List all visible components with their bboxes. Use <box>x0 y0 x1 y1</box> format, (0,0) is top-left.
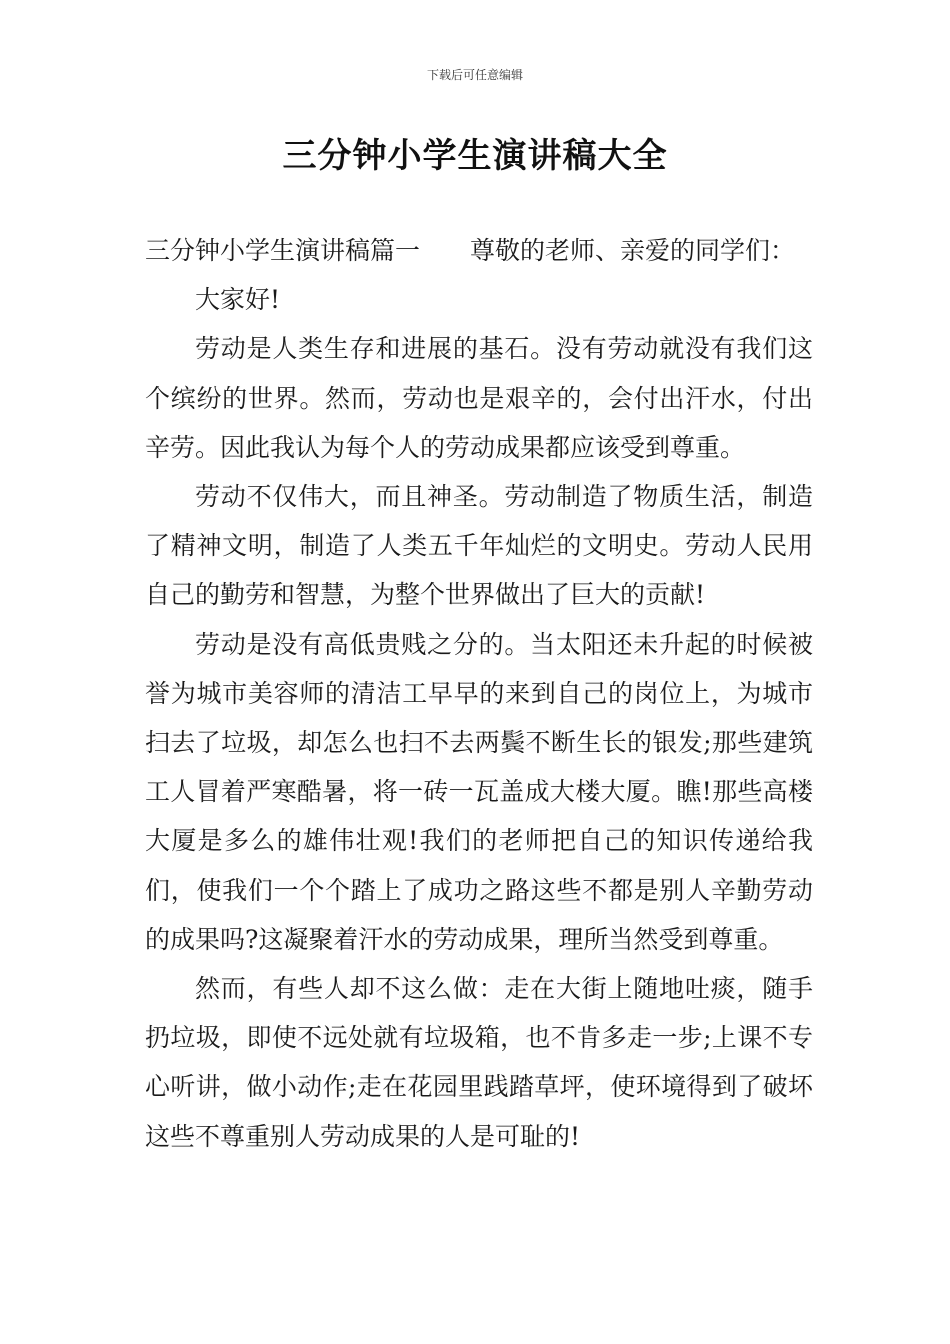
paragraph-3: 劳动是没有高低贵贱之分的。当太阳还未升起的时候被誉为城市美容师的清洁工早早的来到自己的岗位上，为城市扫去了垃圾，却怎么也扫不去两鬓不断生长的银发;那些建筑工人冒着严寒酷暑，将一砖一瓦盖成大楼大厦。瞧!那些高楼大厦是多么的雄伟壮观!我们的老师把自己的知识传递给我们，使我们一个个踏上了成功之路这些不都是别人辛勤劳动的成果吗?这凝聚着汗水的劳动成果，理所当然受到尊重。 <box>145 629 813 954</box>
paragraph-2: 劳动不仅伟大，而且神圣。劳动制造了物质生活，制造了精神文明，制造了人类五千年灿烂的文明史。劳动人民用自己的勤劳和智慧，为整个世界做出了巨大的贡献! <box>145 482 813 610</box>
document-title: 三分钟小学生演讲稿大全 <box>282 136 668 176</box>
header-note: 下载后可任意编辑 <box>426 68 523 82</box>
paragraph-1: 劳动是人类生存和进展的基石。没有劳动就没有我们这个缤纷的世界。然而，劳动也是艰辛的，会付出汗水，付出辛劳。因此我认为每个人的劳动成果都应该受到尊重。 <box>145 334 813 462</box>
opening-line <box>145 226 813 275</box>
section-heading: 三分钟小学生演讲稿篇一 <box>145 236 421 265</box>
document-body <box>145 226 813 1161</box>
salutation: 尊敬的老师、亲爱的同学们： <box>470 236 796 265</box>
paragraph-greeting: 大家好! <box>195 285 281 315</box>
paragraph-4: 然而，有些人却不这么做：走在大街上随地吐痰，随手扔垃圾，即使不远处就有垃圾箱，也不肯多走一步;上课不专心听讲，做小动作;走在花园里践踏草坪，使环境得到了破坏这些不尊重别人劳动成果的人是可耻的! <box>145 974 813 1151</box>
